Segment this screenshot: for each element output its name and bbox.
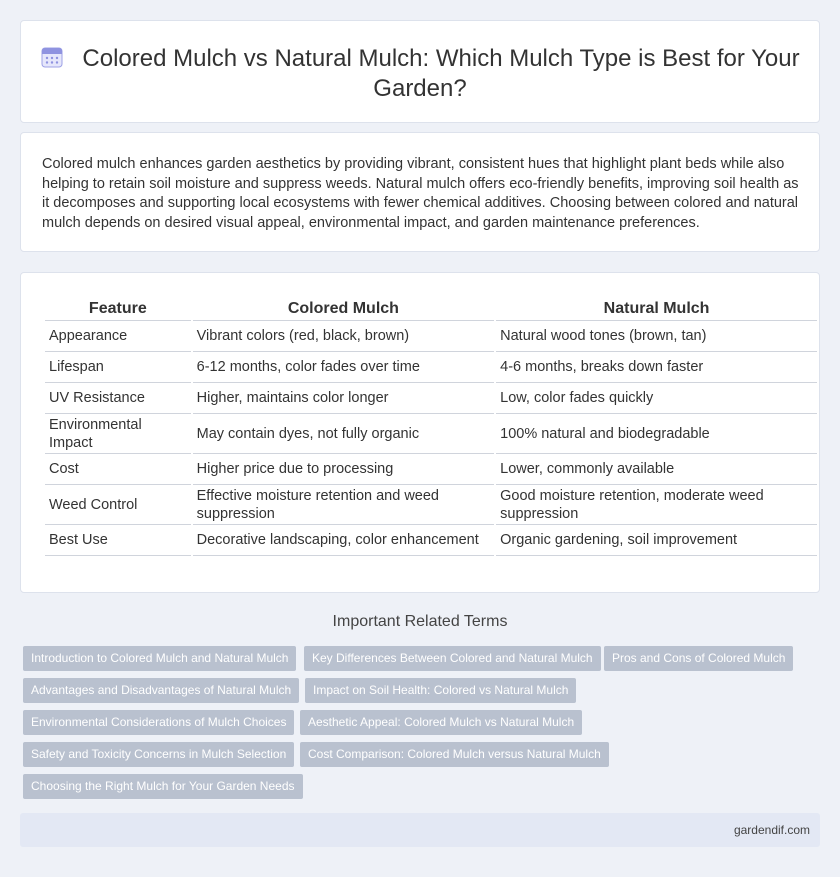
title-card — [20, 20, 820, 123]
header-colored: Colored Mulch — [193, 297, 494, 321]
table-row — [45, 414, 817, 454]
page-title-text: Colored Mulch vs Natural Mulch: Which Mulch Type is Best for Your Garden? — [82, 45, 800, 102]
table-cell: Best Use — [45, 525, 191, 556]
table-cell: Higher price due to processing — [193, 454, 494, 485]
table-row — [45, 485, 817, 525]
comparison-table — [43, 297, 819, 556]
table-cell: Low, color fades quickly — [496, 383, 817, 414]
header-feature: Feature — [45, 297, 191, 321]
related-tag[interactable]: Key Differences Between Colored and Natural Mulch — [304, 646, 601, 671]
related-tag[interactable]: Pros and Cons of Colored Mulch — [604, 646, 793, 671]
table-cell: 6-12 months, color fades over time — [193, 352, 494, 383]
related-tag[interactable]: Introduction to Colored Mulch and Natural Mulch — [23, 646, 296, 671]
related-tag[interactable]: Impact on Soil Health: Colored vs Natural Mulch — [305, 678, 576, 703]
table-cell: Organic gardening, soil improvement — [496, 525, 817, 556]
table-row — [45, 383, 817, 414]
related-tag[interactable]: Safety and Toxicity Concerns in Mulch Selection — [23, 742, 294, 767]
table-cell: 4-6 months, breaks down faster — [496, 352, 817, 383]
intro-card — [20, 132, 820, 252]
related-tag[interactable]: Aesthetic Appeal: Colored Mulch vs Natural Mulch — [300, 710, 582, 735]
related-tag[interactable]: Cost Comparison: Colored Mulch versus Natural Mulch — [300, 742, 609, 767]
table-cell: Cost — [45, 454, 191, 485]
table-cell: Vibrant colors (red, black, brown) — [193, 321, 494, 352]
table-row — [45, 321, 817, 352]
table-cell: Weed Control — [45, 485, 191, 525]
table-cell: Environmental Impact — [45, 414, 191, 454]
comparison-card — [20, 272, 820, 593]
footer-site-link[interactable]: gardendif.com — [733, 823, 810, 837]
table-cell: Lifespan — [45, 352, 191, 383]
related-tag[interactable]: Environmental Considerations of Mulch Choices — [23, 710, 294, 735]
header-natural: Natural Mulch — [496, 297, 817, 321]
table-row — [45, 352, 817, 383]
table-cell: Appearance — [45, 321, 191, 352]
table-cell: Lower, commonly available — [496, 454, 817, 485]
related-terms-title: Important Related Terms — [332, 613, 508, 630]
related-tag[interactable]: Advantages and Disadvantages of Natural Mulch — [23, 678, 299, 703]
table-cell: May contain dyes, not fully organic — [193, 414, 494, 454]
table-cell: 100% natural and biodegradable — [496, 414, 817, 454]
calendar-icon — [40, 45, 64, 69]
table-cell: Natural wood tones (brown, tan) — [496, 321, 817, 352]
intro-paragraph: Colored mulch enhances garden aesthetics by providing vibrant, consistent hues that highlight plant beds while also helping to retain soil moisture and suppress weeds. Natural mulch offers eco-friendly benefits, improving soil health as it decomposes and supporting local ecosystems with fewer chemical additives. Choosing between colored and natural mulch depends on desired visual appeal, environmental impact, and garden maintenance preferences. — [42, 156, 799, 231]
table-cell: Good moisture retention, moderate weed suppression — [496, 485, 817, 525]
table-row — [45, 525, 817, 556]
table-cell: Decorative landscaping, color enhancement — [193, 525, 494, 556]
table-cell: Higher, maintains color longer — [193, 383, 494, 414]
table-header-row — [45, 297, 817, 321]
page-title — [21, 44, 819, 104]
table-cell: UV Resistance — [45, 383, 191, 414]
related-tag[interactable]: Choosing the Right Mulch for Your Garden Needs — [23, 774, 303, 799]
table-cell: Effective moisture retention and weed suppression — [193, 485, 494, 525]
table-row — [45, 454, 817, 485]
footer — [20, 813, 820, 847]
